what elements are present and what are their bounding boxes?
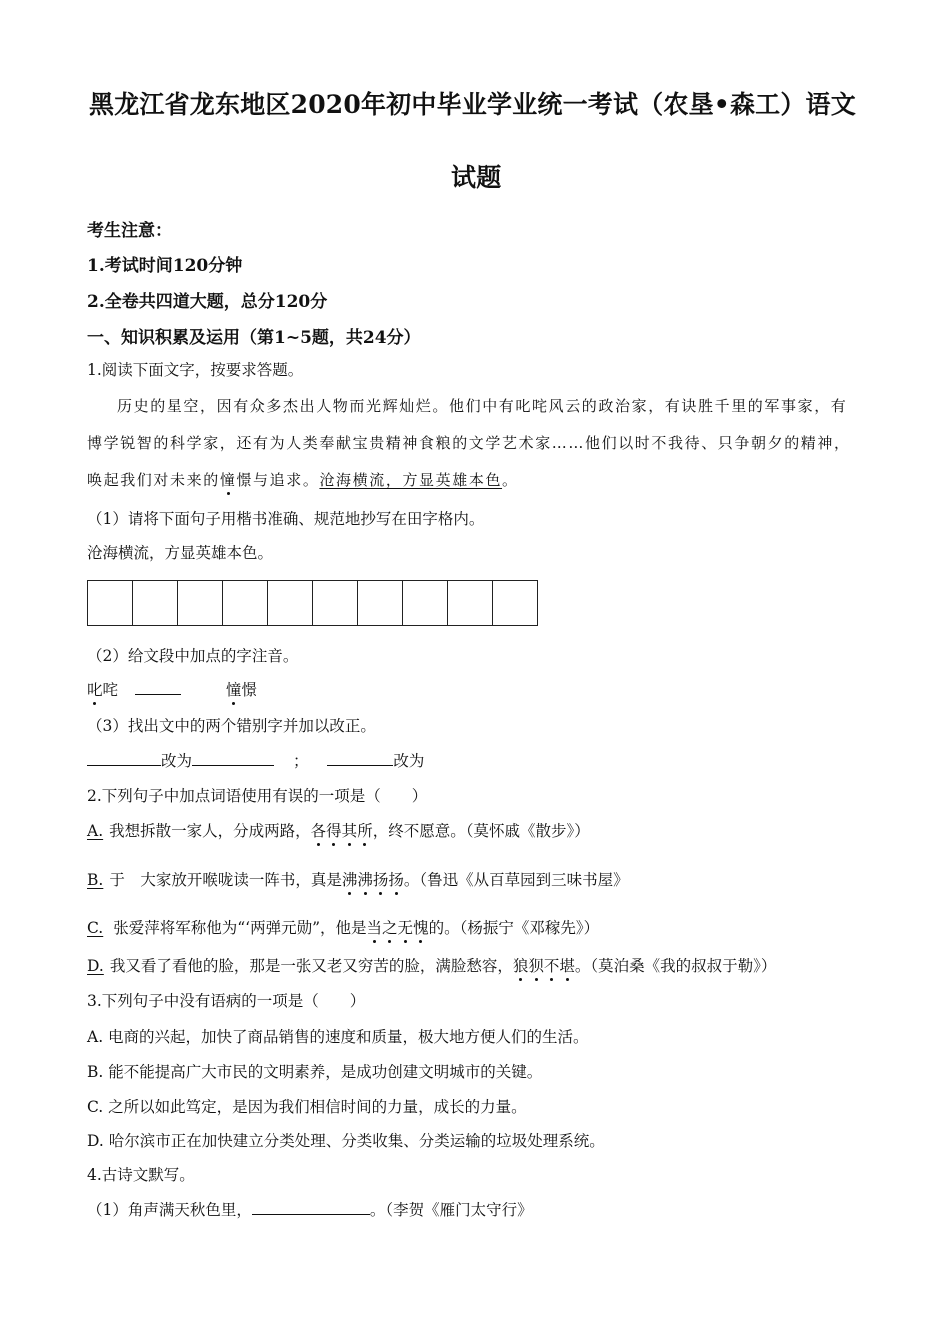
dotted-char: 无 bbox=[398, 916, 414, 938]
choice-option bbox=[87, 916, 599, 938]
recitation-line bbox=[87, 1198, 533, 1220]
question-stem: 1.阅读下面文字，按要求答题。 bbox=[87, 361, 304, 379]
underlined-sentence: 沧海横流，方显英雄本色 bbox=[319, 471, 503, 489]
notice-item: 1.考试时间120分钟 bbox=[87, 256, 243, 276]
dotted-char: 沸 bbox=[357, 868, 373, 890]
copy-sentence: 沧海横流，方显英雄本色。 bbox=[87, 544, 274, 562]
question-stem: 4.古诗文默写。 bbox=[87, 1166, 195, 1184]
pinyin-row bbox=[87, 678, 257, 700]
passage-line: 历史的星空，因有众多杰出人物而光辉灿烂。他们中有叱咤风云的政治家，有诀胜千里的军事家，有 bbox=[117, 397, 848, 415]
writing-grid bbox=[87, 580, 538, 626]
grid-cell[interactable] bbox=[88, 581, 133, 625]
grid-cell[interactable] bbox=[493, 581, 537, 625]
choice-option bbox=[87, 868, 629, 890]
page-title-continued: 试题 bbox=[451, 163, 502, 192]
passage-text: 憬与追求。 bbox=[236, 471, 320, 489]
poem-text: （1）角声满天秋色里， bbox=[87, 1201, 252, 1219]
dotted-char: 之 bbox=[382, 916, 398, 938]
option-label: A. bbox=[87, 822, 104, 840]
passage-line: 博学锐智的科学家，还有为人类奉献宝贵精神食粮的文学艺术家……他们以时不我待、只争朝夕的精神， bbox=[87, 434, 851, 452]
option-text: 的。（杨振宁《邓稼先》） bbox=[428, 919, 600, 937]
dotted-char: 其 bbox=[342, 819, 358, 841]
label-text: 改为 bbox=[393, 752, 425, 770]
char: 咤 bbox=[102, 681, 119, 699]
option-text: ，终不愿意。（莫怀戚《散步》） bbox=[372, 822, 590, 840]
answer-blank[interactable] bbox=[87, 750, 161, 766]
option-label: B. bbox=[87, 871, 104, 889]
passage-text: 唤起我们对未来的 bbox=[87, 471, 220, 489]
dotted-char: 狼 bbox=[513, 954, 529, 976]
option-text: 张爱萍将军称他为“‘两弹元勋”，他是 bbox=[113, 919, 367, 937]
dotted-char: 叱 bbox=[87, 678, 103, 700]
dotted-char: 当 bbox=[367, 916, 383, 938]
passage-text: 。 bbox=[502, 471, 519, 489]
poem-text: 。（李贺《雁门太守行》 bbox=[369, 1201, 533, 1219]
grid-cell[interactable] bbox=[133, 581, 178, 625]
sub-question: （1）请将下面句子用楷书准确、规范地抄写在田字格内。 bbox=[87, 510, 485, 528]
choice-option bbox=[87, 954, 776, 976]
answer-blank[interactable] bbox=[192, 750, 274, 766]
dotted-char: 堪 bbox=[559, 954, 575, 976]
choice-option: D. 哈尔滨市正在加快建立分类处理、分类收集、分类运输的垃圾处理系统。 bbox=[87, 1132, 605, 1150]
char: 憬 bbox=[241, 681, 257, 699]
option-text: 我想拆散一家人，分成两路， bbox=[109, 822, 311, 840]
grid-cell[interactable] bbox=[313, 581, 358, 625]
notice-item: 2.全卷共四道大题，总分120分 bbox=[87, 292, 328, 312]
dotted-char: 愧 bbox=[413, 916, 429, 938]
answer-blank[interactable] bbox=[327, 750, 393, 766]
choice-option: B. 能不能提高广大市民的文明素养，是成功创建文明城市的关键。 bbox=[87, 1063, 543, 1081]
dotted-char: 憧 bbox=[219, 471, 237, 489]
passage-line bbox=[87, 469, 519, 490]
grid-cell[interactable] bbox=[403, 581, 448, 625]
notice-heading: 考生注意： bbox=[87, 221, 172, 241]
grid-cell[interactable] bbox=[448, 581, 493, 625]
dotted-char: 憧 bbox=[226, 678, 242, 700]
option-label: C. bbox=[87, 919, 104, 937]
page-title: 黑龙江省龙东地区2020年初中毕业学业统一考试（农垦•森工）语文 bbox=[89, 90, 856, 119]
label-text: 改为 bbox=[161, 752, 193, 770]
sub-question: （3）找出文中的两个错别字并加以改正。 bbox=[87, 717, 376, 735]
dotted-char: 狈 bbox=[528, 954, 544, 976]
section-heading: 一、知识积累及运用（第1~5题，共24分） bbox=[87, 328, 421, 348]
option-text: 于 大家放开喉咙读一阵书，真是 bbox=[109, 871, 342, 889]
choice-option bbox=[87, 819, 590, 841]
dotted-word bbox=[342, 871, 404, 889]
question-stem: 2.下列句子中加点词语使用有误的一项是（ ） bbox=[87, 787, 428, 805]
separator: ； bbox=[292, 752, 309, 770]
dotted-char: 沸 bbox=[342, 868, 358, 890]
dotted-char: 得 bbox=[326, 819, 342, 841]
dotted-char: 各 bbox=[311, 819, 327, 841]
grid-cell[interactable] bbox=[178, 581, 223, 625]
choice-option: A. 电商的兴起，加快了商品销售的速度和质量，极大地方便人们的生活。 bbox=[87, 1028, 589, 1046]
answer-blank[interactable] bbox=[252, 1199, 370, 1215]
option-text: 。（鲁迅《从百草园到三味书屋》 bbox=[403, 871, 629, 889]
sub-question: （2）给文段中加点的字注音。 bbox=[87, 647, 299, 665]
option-label: D. bbox=[87, 957, 104, 975]
grid-cell[interactable] bbox=[223, 581, 268, 625]
question-stem: 3.下列句子中没有语病的一项是（ ） bbox=[87, 992, 366, 1010]
dotted-char: 不 bbox=[544, 954, 560, 976]
dotted-char: 扬 bbox=[388, 868, 404, 890]
dotted-word bbox=[311, 822, 373, 840]
option-text: 我又看了看他的脸，那是一张又老又穷苦的脸，满脸愁容， bbox=[109, 957, 513, 975]
dotted-char: 扬 bbox=[373, 868, 389, 890]
option-text: 。（莫泊桑《我的叔叔于勒》） bbox=[574, 957, 777, 975]
dotted-word bbox=[513, 957, 575, 975]
grid-cell[interactable] bbox=[268, 581, 313, 625]
dotted-char: 所 bbox=[357, 819, 373, 841]
answer-blank[interactable] bbox=[135, 679, 181, 695]
choice-option: C. 之所以如此笃定，是因为我们相信时间的力量，成长的力量。 bbox=[87, 1098, 527, 1116]
correction-row bbox=[87, 749, 424, 771]
dotted-word bbox=[367, 919, 429, 937]
grid-cell[interactable] bbox=[358, 581, 403, 625]
